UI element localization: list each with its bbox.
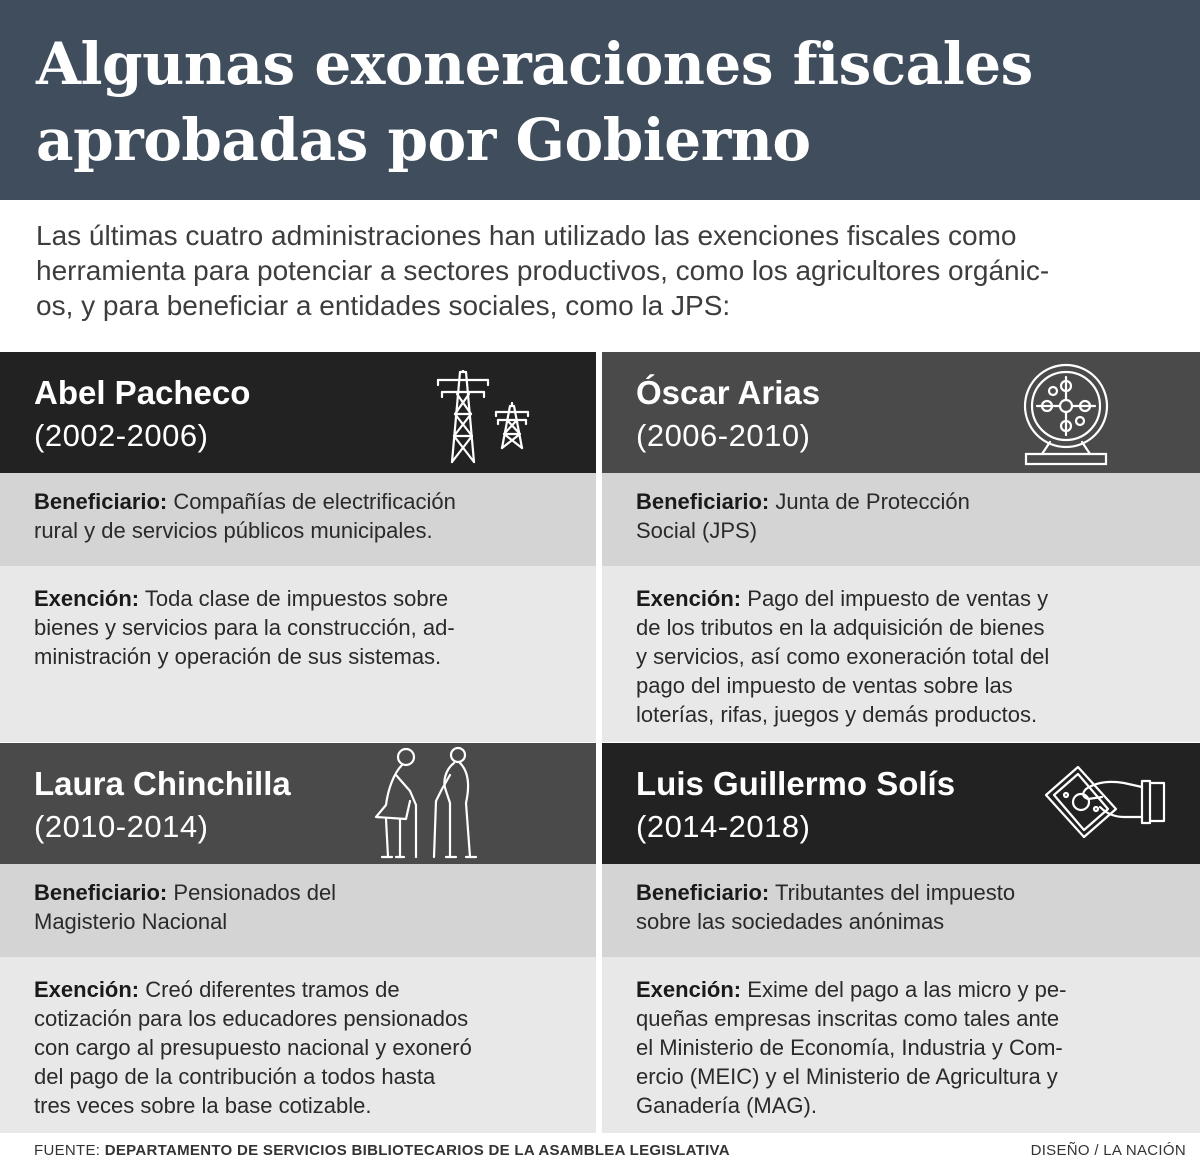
exencion-line-4: del pago de la contribución a todos hasta xyxy=(34,1064,436,1089)
exencion-text xyxy=(636,584,1160,729)
exencion-line-3: y servicios, así como exoneración total del xyxy=(636,644,1050,669)
exencion-line-3: el Ministerio de Economía, Industria y Com- xyxy=(636,1035,1063,1060)
title-line-2: aprobadas por Gobierno xyxy=(36,106,811,174)
beneficiario-text xyxy=(34,878,556,936)
president-years: (2006-2010) xyxy=(636,418,811,453)
card-header xyxy=(0,352,596,473)
intro-line-2: herramienta para potenciar a sectores productivos, como los agricultores orgánic- xyxy=(36,255,1050,286)
card-oscar-arias xyxy=(602,352,1200,742)
exencion-line-5: tres veces sobre la base cotizable. xyxy=(34,1093,372,1118)
card-laura-chinchilla xyxy=(0,743,596,1133)
intro-text xyxy=(36,218,1176,323)
president-name: Luis Guillermo Solís xyxy=(636,765,956,802)
intro-line-3: os, y para beneficiar a entidades sociales, como la JPS: xyxy=(36,290,731,321)
exencion-line-2: de los tributos en la adquisición de bienes xyxy=(636,615,1045,640)
title-line-1: Algunas exoneraciones fiscales xyxy=(36,30,1033,98)
president-name: Abel Pacheco xyxy=(34,374,251,411)
beneficiario-text xyxy=(34,487,556,545)
card-header xyxy=(0,743,596,864)
design-credit: DISEÑO / LA NACIÓN xyxy=(1030,1142,1186,1159)
exencion-line-5: Ganadería (MAG). xyxy=(636,1093,817,1118)
beneficiario-line-2: sobre las sociedades anónimas xyxy=(636,909,945,934)
beneficiario-line-1: Compañías de electrificación xyxy=(173,489,456,514)
exencion-line-4: pago del impuesto de ventas sobre las xyxy=(636,673,1013,698)
exencion-label: Exención: xyxy=(636,977,742,1002)
exencion-line-1: Creó diferentes tramos de xyxy=(145,977,400,1002)
exencion-section xyxy=(0,957,596,1133)
exencion-text xyxy=(34,584,556,671)
lottery-drum-icon xyxy=(1014,362,1118,468)
beneficiario-section xyxy=(0,864,596,957)
president-years: (2014-2018) xyxy=(636,809,811,844)
beneficiario-label: Beneficiario: xyxy=(636,880,770,905)
beneficiario-line-1: Pensionados del xyxy=(173,880,337,905)
exencion-label: Exención: xyxy=(636,586,742,611)
power-tower-icon xyxy=(432,370,540,466)
exencion-line-2: queñas empresas inscritas como tales ante xyxy=(636,1006,1060,1031)
exencion-label: Exención: xyxy=(34,977,140,1002)
president-years: (2010-2014) xyxy=(34,809,209,844)
beneficiario-line-2: rural y de servicios públicos municipales. xyxy=(34,518,433,543)
card-luis-guillermo-solis xyxy=(602,743,1200,1133)
beneficiario-line-1: Tributantes del impuesto xyxy=(774,880,1016,905)
source-label: FUENTE: xyxy=(34,1142,101,1159)
president-name: Óscar Arias xyxy=(636,374,821,411)
beneficiario-section xyxy=(602,473,1200,566)
card-abel-pacheco xyxy=(0,352,596,742)
source-credit xyxy=(34,1142,730,1159)
beneficiario-label: Beneficiario: xyxy=(34,489,168,514)
exencion-line-3: con cargo al presupuesto nacional y exoneró xyxy=(34,1035,472,1060)
president-name: Laura Chinchilla xyxy=(34,765,291,802)
beneficiario-text xyxy=(636,487,1160,545)
beneficiario-section xyxy=(0,473,596,566)
exencion-line-5: loterías, rifas, juegos y demás productos. xyxy=(636,702,1038,727)
beneficiario-line-1: Junta de Protección xyxy=(775,489,970,514)
page-title xyxy=(36,26,1166,178)
exencion-line-2: cotización para los educadores pensionados xyxy=(34,1006,469,1031)
exencion-line-3: ministración y operación de sus sistemas. xyxy=(34,644,442,669)
exencion-section xyxy=(602,957,1200,1133)
president-years: (2002-2006) xyxy=(34,418,209,453)
beneficiario-text xyxy=(636,878,1160,936)
exencion-line-1: Exime del pago a las micro y pe- xyxy=(747,977,1067,1002)
beneficiario-label: Beneficiario: xyxy=(636,489,770,514)
card-header xyxy=(602,743,1200,864)
exencion-line-2: bienes y servicios para la construcción, ad- xyxy=(34,615,455,640)
exencion-text xyxy=(34,975,556,1120)
exencion-line-1: Toda clase de impuestos sobre xyxy=(144,586,449,611)
exencion-text xyxy=(636,975,1160,1120)
title-bar xyxy=(0,0,1200,200)
exencion-line-4: ercio (MEIC) y el Ministerio de Agricultura y xyxy=(636,1064,1058,1089)
intro-line-1: Las últimas cuatro administraciones han utilizado las exenciones fiscales como xyxy=(36,220,1017,251)
exencion-section xyxy=(0,566,596,742)
beneficiario-label: Beneficiario: xyxy=(34,880,168,905)
elderly-couple-icon xyxy=(366,745,496,861)
exencion-line-1: Pago del impuesto de ventas y xyxy=(747,586,1049,611)
hand-money-icon xyxy=(1042,761,1168,845)
beneficiario-section xyxy=(602,864,1200,957)
exencion-label: Exención: xyxy=(34,586,140,611)
source-text: DEPARTAMENTO DE SERVICIOS BIBLIOTECARIOS DE LA ASAMBLEA LEGISLATIVA xyxy=(104,1142,730,1159)
beneficiario-line-2: Social (JPS) xyxy=(636,518,758,543)
beneficiario-line-2: Magisterio Nacional xyxy=(34,909,228,934)
card-header xyxy=(602,352,1200,473)
exencion-section xyxy=(602,566,1200,742)
